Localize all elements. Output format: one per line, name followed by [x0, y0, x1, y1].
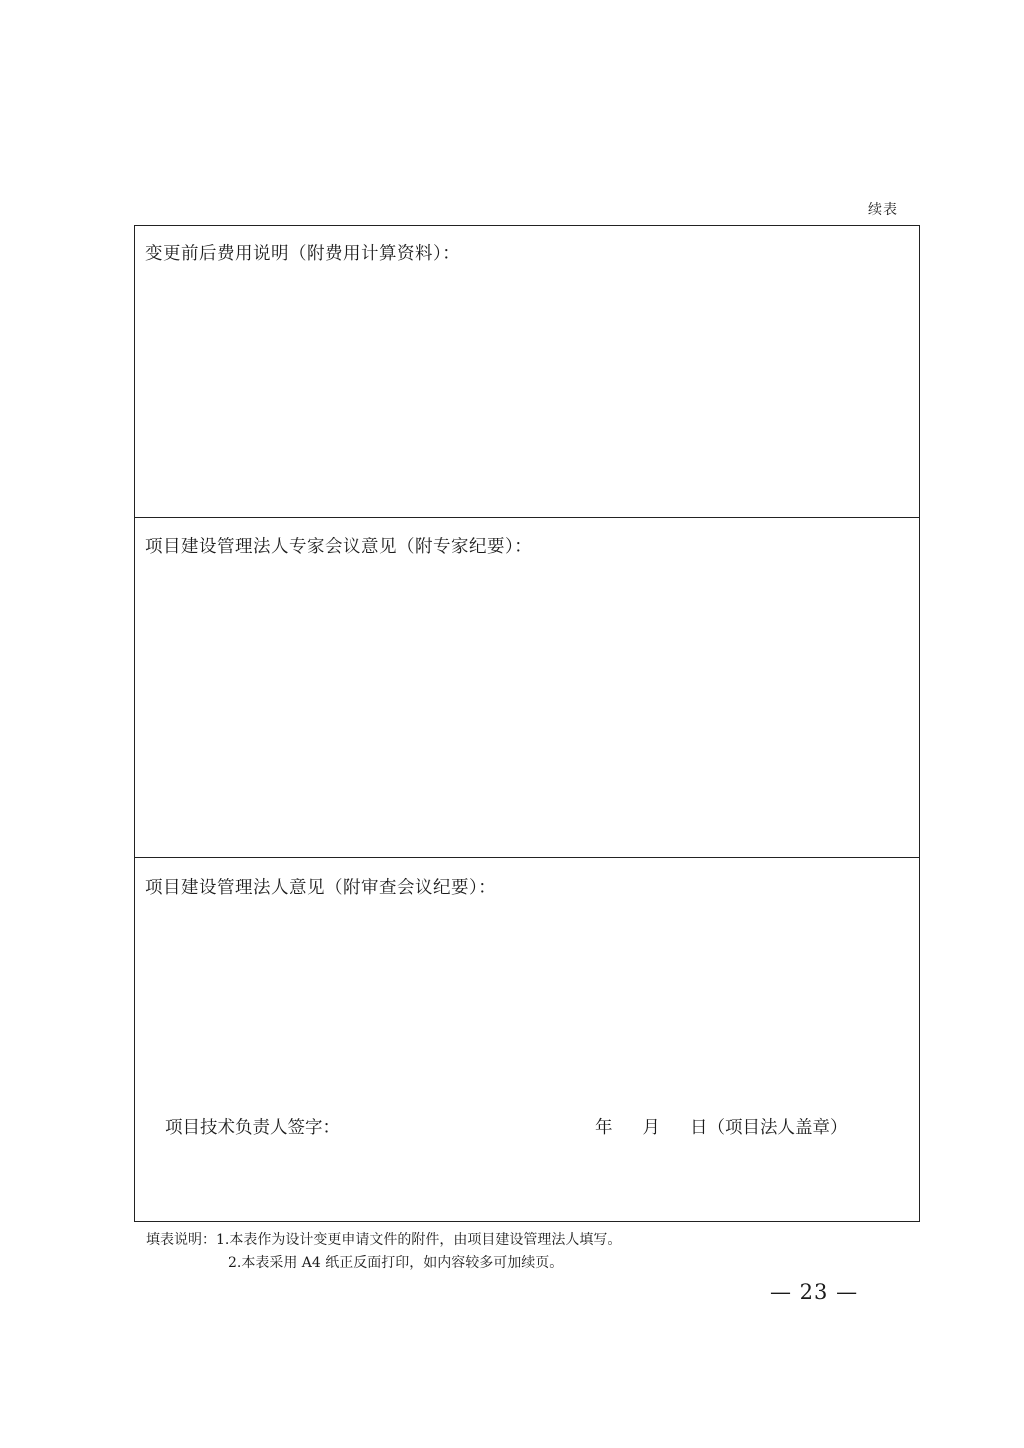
- design-change-form-table: [134, 225, 920, 1222]
- form-instructions: [146, 1229, 621, 1275]
- technical-lead-signature-label: 项目技术负责人签字：: [165, 1118, 340, 1138]
- date-year-label: 年: [595, 1118, 613, 1138]
- continued-label: 续表: [868, 202, 898, 218]
- cost-explanation-section: [135, 226, 919, 518]
- date-month-label: 月: [642, 1118, 660, 1138]
- page-number: — 23 —: [770, 1280, 859, 1304]
- date-stamp-field: [595, 1114, 848, 1139]
- legal-person-opinion-section: [135, 858, 919, 1222]
- expert-opinion-section: [135, 518, 919, 858]
- expert-opinion-label: 项目建设管理法人专家会议意见（附专家纪要）：: [145, 537, 533, 557]
- instruction-line-1: [146, 1229, 621, 1252]
- instruction-prefix: 填表说明：: [146, 1232, 216, 1248]
- signature-row: [135, 1114, 919, 1144]
- instruction-text-1: 1.本表作为设计变更申请文件的附件，由项目建设管理法人填写。: [216, 1232, 622, 1248]
- instruction-line-2: [146, 1252, 621, 1275]
- legal-person-opinion-label: 项目建设管理法人意见（附审查会议纪要）：: [145, 878, 497, 898]
- cost-explanation-label: 变更前后费用说明（附费用计算资料）：: [145, 244, 461, 264]
- instruction-text-2: 2.本表采用 A4 纸正反面打印，如内容较多可加续页。: [228, 1255, 564, 1271]
- date-day-seal-label: 日（项目法人盖章）: [690, 1118, 848, 1138]
